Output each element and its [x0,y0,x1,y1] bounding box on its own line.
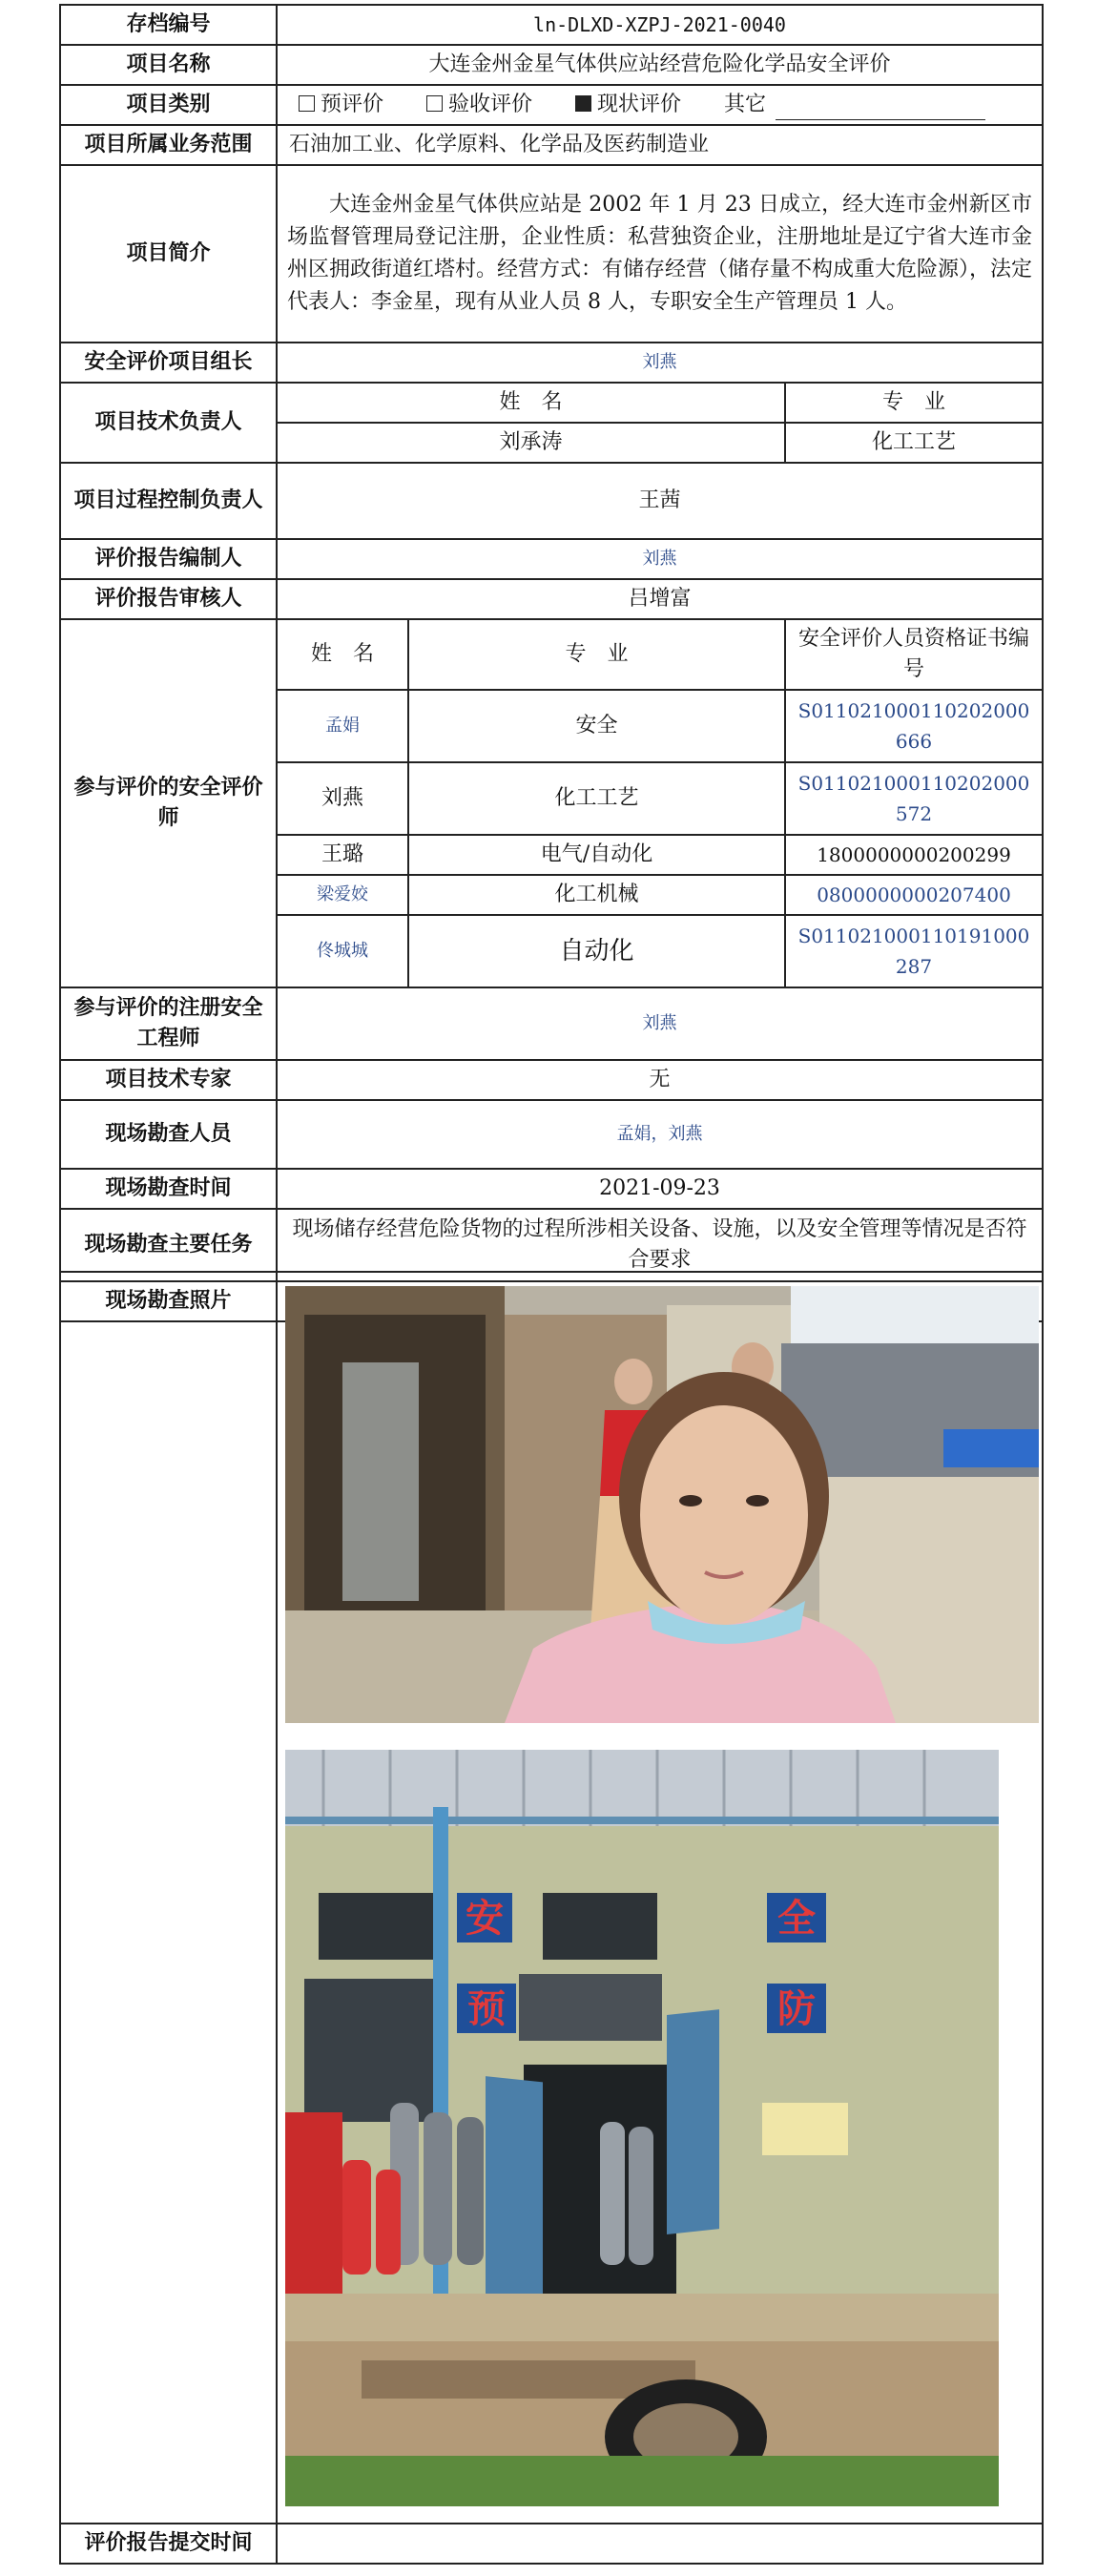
sign-quan: 全 [777,1897,816,1941]
other-blank-line [776,98,985,120]
survey-staff-label: 现场勘查人员 [60,1100,277,1169]
assessors-label: 参与评价的安全评价师 [60,619,277,987]
survey-photo-2 [285,1750,999,2506]
assessor-major: 电气/自动化 [408,835,785,875]
assessor-cert: S011021000110191000287 [785,915,1043,987]
tech-lead-name: 刘承涛 [277,423,785,463]
sign-yu: 预 [467,1987,506,2031]
project-name-label: 项目名称 [60,45,277,85]
assessor-name: 孟娟 [277,690,408,762]
compiler-label: 评价报告编制人 [60,539,277,579]
sign-fang: 防 [777,1987,816,2031]
photos-table [59,1271,1044,2565]
tech-lead-major-header: 专 业 [785,383,1043,423]
photos-empty-cell [60,1272,277,2524]
assessor-cert: S011021000110202000572 [785,762,1043,835]
assessors-name-header: 姓 名 [277,619,408,690]
survey-time-value: 2021-09-23 [277,1169,1043,1209]
tech-lead-major: 化工工艺 [785,423,1043,463]
category-option-acceptance[interactable]: 验收评价 [426,90,532,120]
assessor-major: 化工工艺 [408,762,785,835]
submit-time-value [277,2524,1043,2564]
survey-photos-label: 现场勘查照片 [60,1281,277,1321]
survey-time-label: 现场勘查时间 [60,1169,277,1209]
assessor-name: 刘燕 [277,762,408,835]
survey-staff-value: 孟娟，刘燕 [277,1100,1043,1169]
assessor-name: 梁爱姣 [277,875,408,915]
assessor-major: 自动化 [408,915,785,987]
business-scope-label: 项目所属业务范围 [60,125,277,165]
team-leader-value: 刘燕 [277,343,1043,383]
summary-label: 项目简介 [60,165,277,343]
summary-value: 大连金州金星气体供应站是 2002 年 1 月 23 日成立，经大连市金州新区市场监督管理局登记注册，企业性质：私营独资企业，注册地址是辽宁省大连市金州区拥政街道红塔村。经营方式：有储存经营（储存量不构成重大危险源），法定代表人：李金星，现有从业人员 8 人，专职安全生产管理员 1 人。 [277,165,1043,343]
assessor-major: 化工机械 [408,875,785,915]
registered-engineer-label: 参与评价的注册安全工程师 [60,987,277,1060]
sign-an: 安 [466,1897,504,1941]
photos-cell [277,1272,1043,2524]
project-category-label: 项目类别 [60,85,277,125]
checkbox-checked-icon [575,95,591,112]
evaluation-info-table [59,4,1044,1322]
tech-expert-value: 无 [277,1060,1043,1100]
process-lead-label: 项目过程控制负责人 [60,463,277,539]
project-name-value: 大连金州金星气体供应站经营危险化学品安全评价 [277,45,1043,85]
team-leader-label: 安全评价项目组长 [60,343,277,383]
category-option-current[interactable]: 现状评价 [575,90,681,120]
assessor-cert: 0800000000207400 [785,875,1043,915]
archive-label: 存档编号 [60,5,277,45]
survey-task-value: 现场储存经营危险货物的过程所涉相关设备、设施，以及安全管理等情况是否符合要求 [277,1209,1043,1281]
assessor-name: 王璐 [277,835,408,875]
archive-value: ln-DLXD-XZPJ-2021-0040 [277,5,1043,45]
assessors-major-header: 专 业 [408,619,785,690]
assessor-cert: S011021000110202000666 [785,690,1043,762]
category-option-other: 其它 [724,93,985,116]
checkbox-icon [299,95,315,112]
tech-lead-name-header: 姓 名 [277,383,785,423]
reviewer-value: 吕增富 [277,579,1043,619]
assessor-cert: 1800000000200299 [785,835,1043,875]
registered-engineer-value: 刘燕 [277,987,1043,1060]
assessors-cert-header: 安全评价人员资格证书编号 [785,619,1043,690]
compiler-value: 刘燕 [277,539,1043,579]
survey-task-label: 现场勘查主要任务 [60,1209,277,1281]
assessor-name: 佟城城 [277,915,408,987]
assessor-major: 安全 [408,690,785,762]
category-option-pre[interactable]: 预评价 [299,90,383,120]
process-lead-value: 王茜 [277,463,1043,539]
tech-lead-label: 项目技术负责人 [60,383,277,463]
reviewer-label: 评价报告审核人 [60,579,277,619]
checkbox-icon [426,95,443,112]
survey-photo-1 [285,1286,1039,1723]
project-category-options [277,85,1043,125]
business-scope-value: 石油加工业、化学原料、化学品及医药制造业 [277,125,1043,165]
tech-expert-label: 项目技术专家 [60,1060,277,1100]
submit-time-label: 评价报告提交时间 [60,2524,277,2564]
